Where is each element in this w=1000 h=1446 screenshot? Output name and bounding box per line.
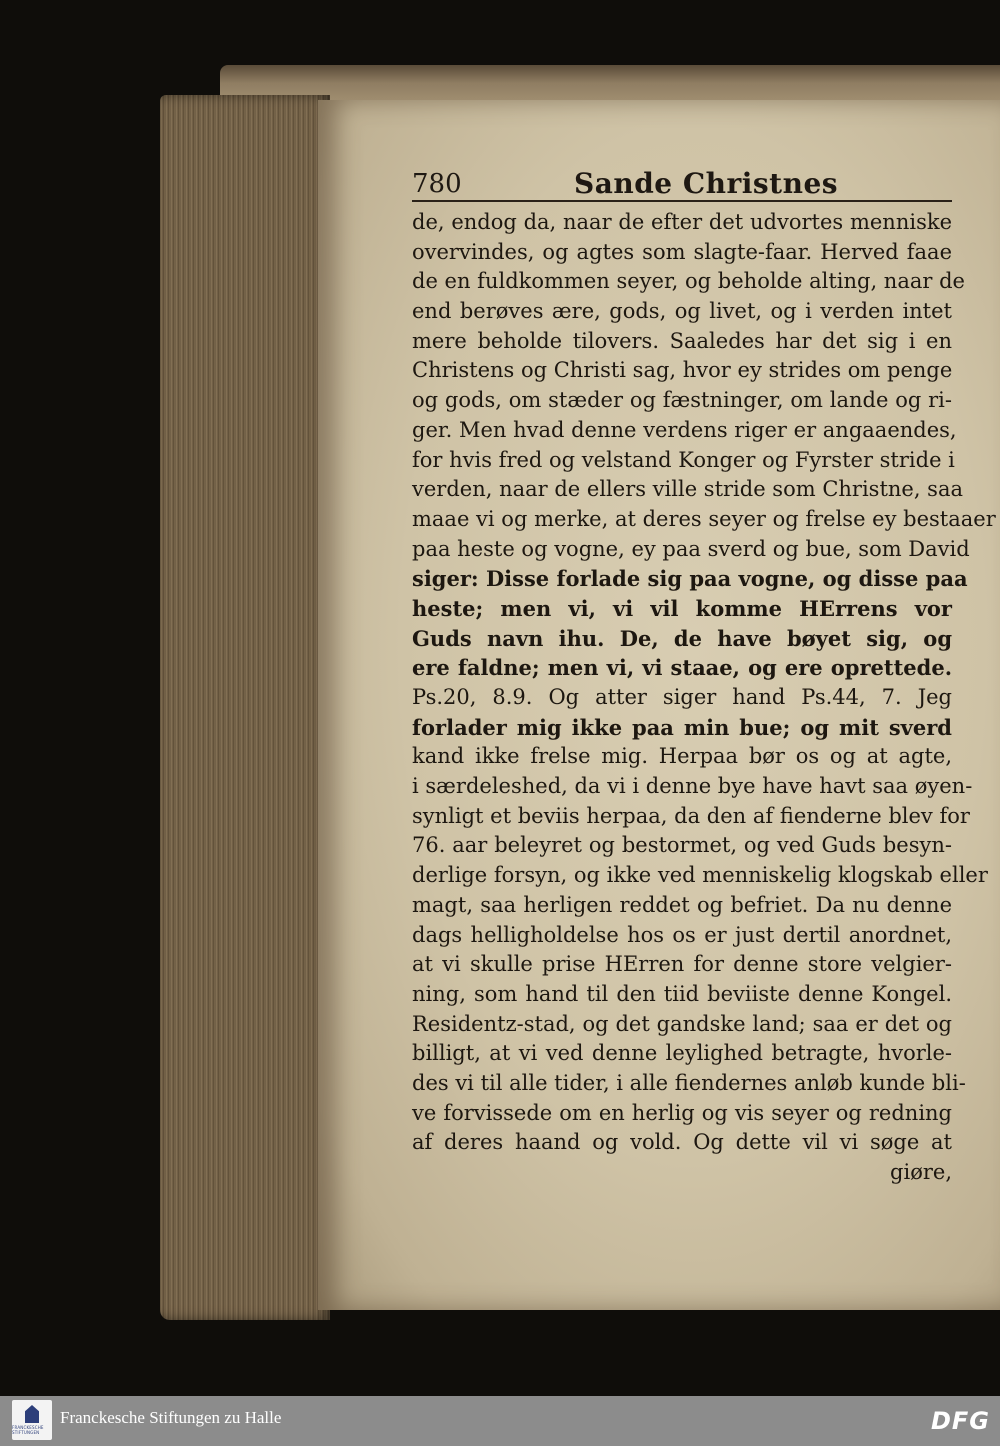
- catchword: giøre,: [890, 1160, 952, 1184]
- text-line: heste; men vi, vi vil komme HErrens vor: [412, 595, 952, 621]
- text-line: Christens og Christi sag, hvor ey strides om penge: [412, 358, 953, 383]
- header-rule: [412, 200, 952, 202]
- book-page-edges: [160, 95, 330, 1320]
- text-line: billigt, at vi ved denne leylighed betragte, hvorle-: [412, 1041, 952, 1066]
- text-line: og gods, om stæder og fæstninger, om lande og ri-: [412, 388, 952, 413]
- text-line: des vi til alle tider, i alle fiendernes anløb kunde bli-: [412, 1070, 966, 1095]
- text-line: Residentz-stad, og det gandske land; saa er det og: [412, 1011, 952, 1036]
- text-line: kand ikke frelse mig. Herpaa bør os og at agte,: [412, 744, 952, 769]
- text-line: de, endog da, naar de efter det udvortes menniske: [412, 210, 952, 234]
- text-line: for hvis fred og velstand Konger og Fyrster stride i: [412, 447, 955, 472]
- text-line: Ps.20, 8.9. Og atter siger hand Ps.44, 7. Jeg: [412, 685, 952, 709]
- text-line: ere faldne; men vi, vi staae, og ere oprettede.: [412, 655, 952, 681]
- page-body-text: [412, 208, 996, 1188]
- text-line: ning, som hand til den tiid beviiste denne Kongel.: [412, 981, 952, 1006]
- text-line: ve forvissede om en herlig og vis seyer og redning: [412, 1100, 952, 1125]
- text-line: de en fuldkommen seyer, og beholde alting, naar de: [412, 269, 965, 294]
- text-line: siger: Disse forlade sig paa vogne, og disse paa: [412, 566, 968, 592]
- institution-name: Franckesche Stiftungen zu Halle: [60, 1408, 282, 1427]
- text-line: derlige forsyn, og ikke ved menniskelig klogskab eller: [412, 863, 988, 888]
- text-line: verden, naar de ellers ville stride som Christne, saa: [412, 477, 964, 502]
- text-line: synligt et beviis herpaa, da den af fienderne blev for: [412, 803, 970, 828]
- text-line: magt, saa herligen reddet og befriet. Da nu denne: [412, 892, 952, 917]
- text-line: end berøves ære, gods, og livet, og i verden intet: [412, 299, 952, 324]
- footer-bar: [0, 1396, 1000, 1446]
- page-number: 780: [412, 169, 462, 199]
- text-line: af deres haand og vold. Og dette vil vi søge at: [412, 1130, 952, 1155]
- text-line: mere beholde tilovers. Saaledes har det sig i en: [412, 328, 952, 353]
- running-head: Sande Christnes: [574, 167, 839, 200]
- logo-mark-icon: [25, 1405, 39, 1423]
- text-line: maae vi og merke, at deres seyer og frelse ey bestaaer: [412, 506, 996, 531]
- text-line: overvindes, og agtes som slagte-faar. Herved faae: [412, 239, 952, 264]
- text-line: at vi skulle prise HErren for denne store velgier-: [412, 952, 952, 977]
- text-line: forlader mig ikke paa min bue; og mit sverd: [412, 714, 952, 740]
- text-line: ger. Men hvad denne verdens riger er angaaendes,: [412, 417, 957, 442]
- institution-logo[interactable]: [12, 1400, 52, 1440]
- text-line: Guds navn ihu. De, de have bøyet sig, og: [412, 625, 952, 651]
- text-line: 76. aar beleyret og bestormet, og ved Guds besyn-: [412, 833, 952, 858]
- text-line: i særdeleshed, da vi i denne bye have havt saa øyen-: [412, 774, 973, 799]
- dfg-logo[interactable]: DFG: [930, 1407, 990, 1435]
- page-header: [412, 165, 952, 205]
- logo-text: FRANCKESCHE STIFTUNGEN: [12, 1425, 44, 1435]
- text-line: dags helligholdelse hos os er just dertil anordnet,: [412, 922, 952, 947]
- text-line: paa heste og vogne, ey paa sverd og bue, som David: [412, 536, 970, 561]
